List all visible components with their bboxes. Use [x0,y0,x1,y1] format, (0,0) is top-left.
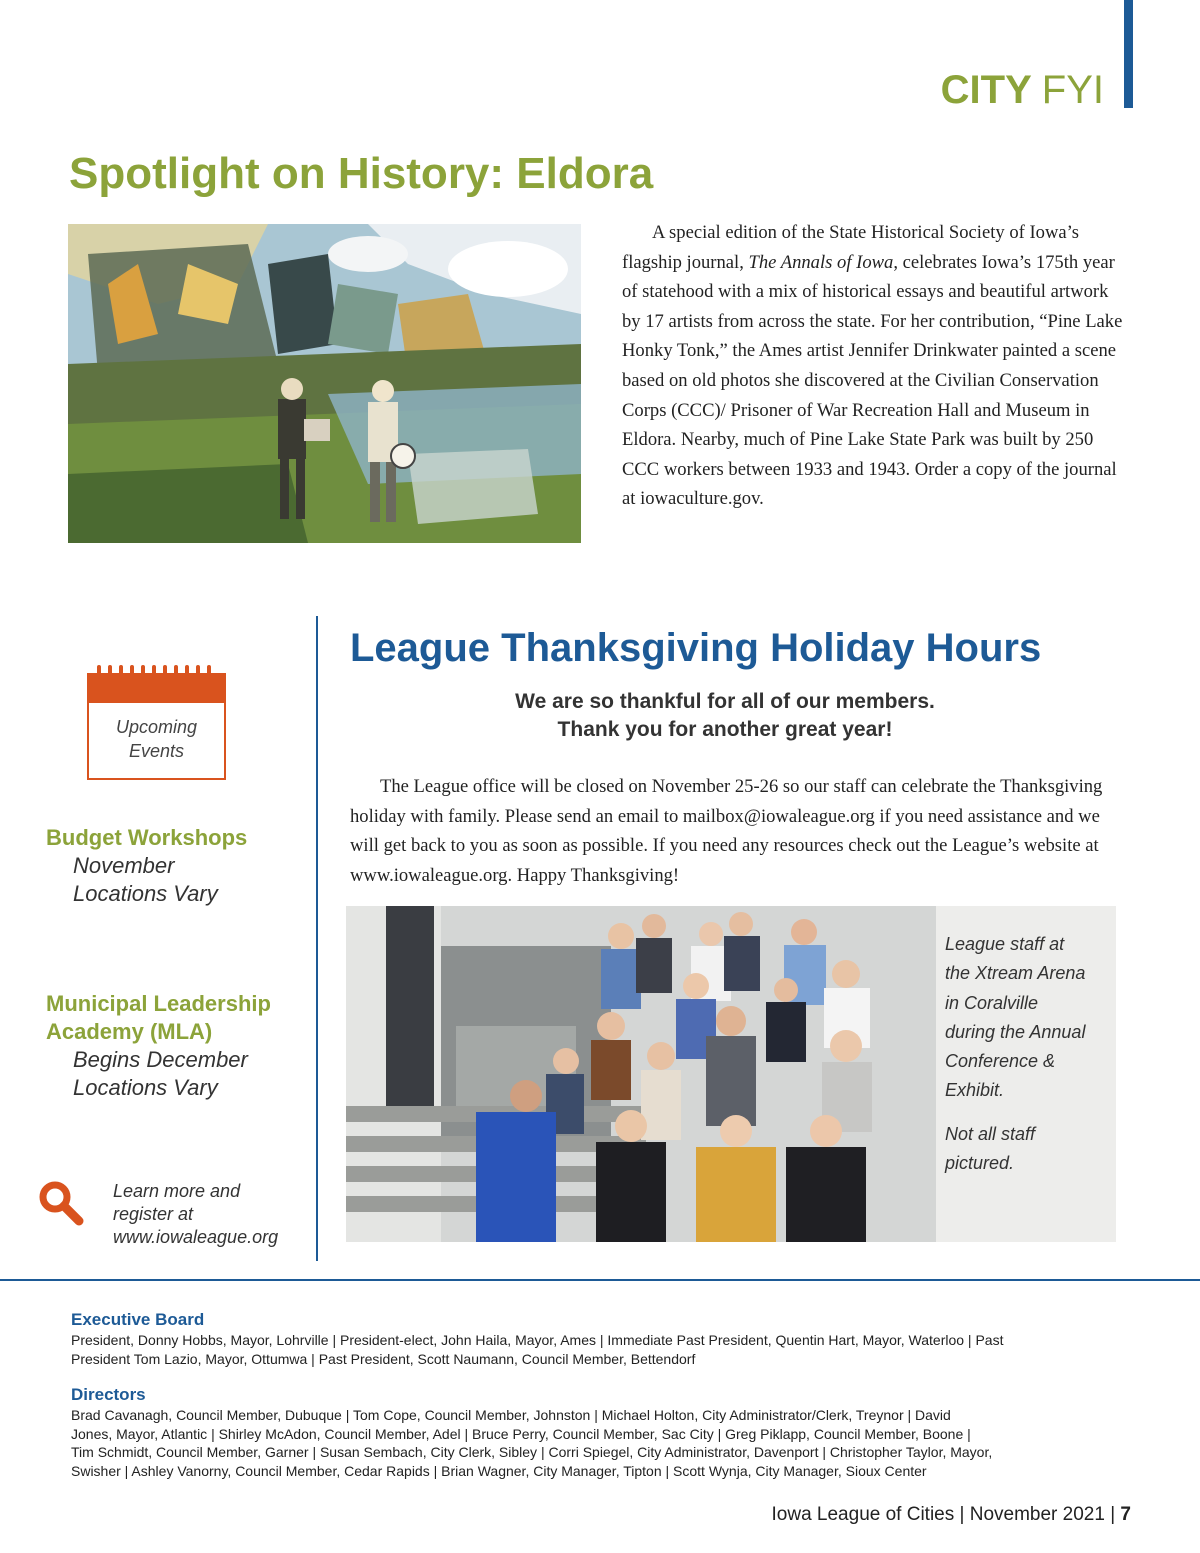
directors-heading: Directors [71,1385,146,1404]
spotlight-title: Spotlight on History: Eldora [69,149,654,198]
thanksgiving-subtitle [350,688,1100,744]
calendar-label-line-2: Events [128,741,185,761]
calendar-label-line-1: Upcoming [115,717,198,737]
event-budget-workshops [46,824,306,908]
event-title-line-1: Municipal Leadership [46,991,271,1016]
event-location: Locations Vary [73,881,218,906]
spotlight-body [622,218,1127,514]
calendar-icon [87,665,226,780]
executive-board-line-1: President, Donny Hobbs, Mayor, Lohrville | President-elect, John Haila, Mayor, Ames | Immediate Past President, Quentin Hart, Mayor, Waterloo | Past [71,1332,1004,1348]
thanksgiving-title: League Thanksgiving Holiday Hours [350,626,1042,670]
learn-more-line-2: register at [113,1204,194,1224]
event-date: Begins December [73,1047,248,1072]
magnifier-icon [38,1180,84,1226]
caption-line-5: Conference & [945,1051,1056,1072]
thanksgiving-subtitle-line-1: We are so thankful for all of our members. [515,690,935,713]
thanksgiving-body: The League office will be closed on November 25-26 so our staff can celebrate the Thanksgiving holiday with family. Please send an email to mailbox@iowaleague.org if you need assistance and we will get back to you as soon as possible. If you need any resources check out the League’s website at www.iowaleague.org. Happy Thanksgiving! [350,776,1103,886]
caption-note-line-1: Not all staff [945,1123,1036,1144]
spotlight-body-text-1: A special edition of the State Historical Society of Iowa’s flagship journal, [622,222,1080,273]
journal-title: The Annals of Iowa [748,251,894,273]
executive-board-line-2: President Tom Lazio, Mayor, Ottumwa | Past President, Scott Naumann, Council Member, Bettendorf [71,1350,696,1367]
caption-line-3: in Coralville [945,992,1039,1013]
event-municipal-leadership-academy [46,990,306,1102]
footer-divider [0,1279,1200,1281]
caption-line-6: Exhibit. [945,1080,1005,1101]
section-label-light: FYI [1041,68,1104,112]
section-label [941,68,1104,112]
event-location: Locations Vary [73,1075,218,1100]
directors-line-1: Brad Cavanagh, Council Member, Dubuque | Tom Cope, Council Member, Johnston | Michael Holton, City Administrator/Clerk, Treynor | David [71,1407,951,1423]
page-footer [772,1503,1131,1527]
caption-line-4: during the Annual [945,1021,1086,1042]
executive-board [71,1309,1141,1368]
event-title-line-2: Academy (MLA) [46,1019,213,1044]
event-title: Budget Workshops [46,825,248,850]
painting-image [68,224,581,543]
learn-more-link[interactable]: www.iowaleague.org [113,1227,279,1247]
page-number: 7 [1120,1504,1131,1525]
sidebar-divider [316,616,318,1261]
learn-more-line-1: Learn more and [113,1181,241,1201]
directors-line-4: Swisher | Ashley Vanorny, Council Member, Cedar Rapids | Brian Wagner, City Manager, Tipton | Scott Wynja, City Manager, Sioux Center [71,1462,927,1479]
header-accent-bar [1124,0,1133,108]
learn-more-text [113,1180,313,1249]
directors-line-2: Jones, Mayor, Atlantic | Shirley McAdon, Council Member, Adel | Bruce Perry, Council Member, Sac City | Greg Piklapp, Council Member, Boone | [71,1425,971,1442]
directors [71,1384,1141,1480]
caption-note-line-2: pictured. [945,1153,1015,1174]
photo-caption [945,930,1110,1178]
thanksgiving-subtitle-line-2: Thank you for another great year! [557,718,893,741]
spotlight-body-text-2: , celebrates Iowa’s 175th year of statehood with a mix of historical essays and beautiful artwork by 17 artists from across the state. For her contribution, “Pine Lake Honky Tonk,” the Ames artist Jennifer Drinkwater painted a scene based on old photos she discovered at the Civilian Conservation Corps (CCC)/ Prisoner of War Recreation Hall and Museum in Eldora. Nearby, much of Pine Lake State Park was built by 250 CCC workers between 1933 and 1943. Order a copy of the journal at iowaculture.gov. [622,251,1123,510]
directors-line-3: Tim Schmidt, Council Member, Garner | Susan Sembach, City Clerk, Sibley | Corri Spiegel, City Administrator, Davenport | Christopher Taylor, Mayor, [71,1444,993,1460]
calendar-label [87,715,226,763]
executive-board-heading: Executive Board [71,1310,205,1329]
publication-line: Iowa League of Cities | November 2021 | [771,1504,1121,1525]
caption-line-1: League staff at [945,934,1065,954]
section-label-strong: CITY [940,68,1032,112]
event-date: November [73,853,175,878]
caption-line-2: the Xtream Arena [945,963,1086,984]
